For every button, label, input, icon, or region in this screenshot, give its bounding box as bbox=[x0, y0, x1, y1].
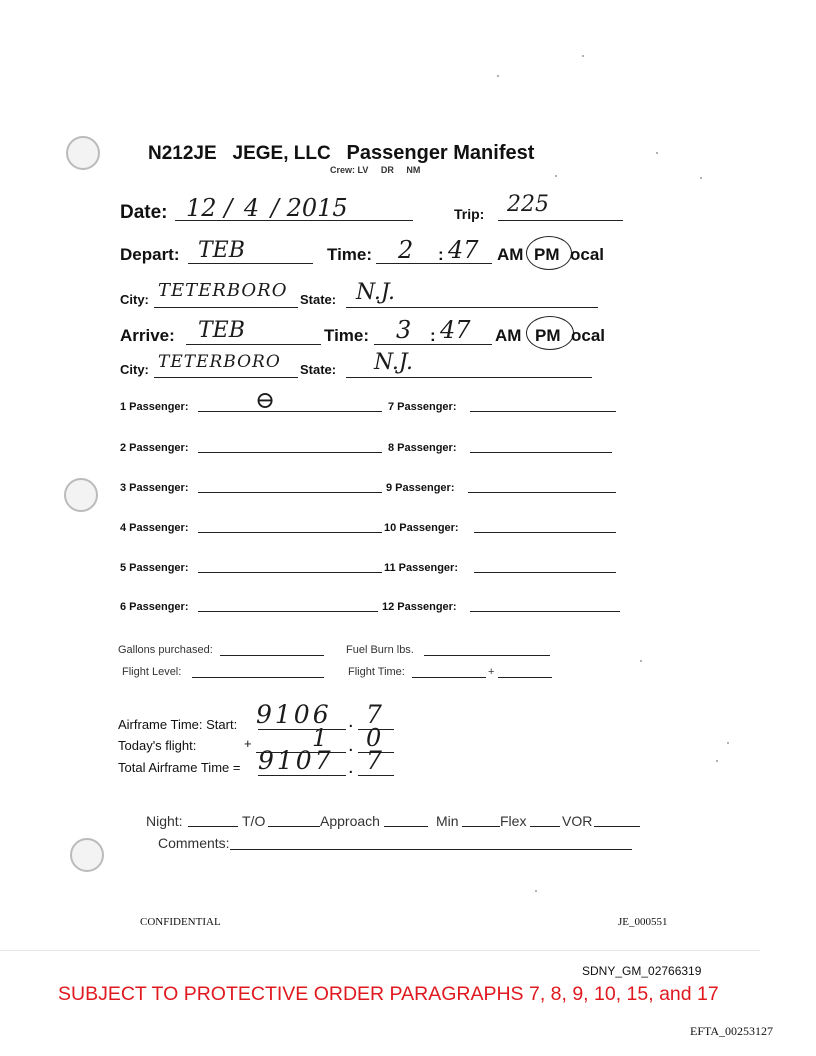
crew-initials-2: DR bbox=[380, 165, 394, 175]
flex-line bbox=[530, 825, 560, 827]
page-edge-line bbox=[0, 950, 760, 951]
arrive-time-minute: 47 bbox=[440, 316, 471, 344]
todays-flight-plus: + bbox=[244, 736, 252, 751]
gallons-purchased-line bbox=[220, 654, 324, 656]
passenger-line-5 bbox=[198, 570, 382, 573]
arrive-city-label: City: bbox=[120, 362, 149, 377]
todays-flight-decimal: 0 bbox=[366, 724, 382, 752]
protective-order-notice: SUBJECT TO PROTECTIVE ORDER PARAGRAPHS 7, 8, 9, 10, 15, and 17 bbox=[58, 983, 719, 1005]
passenger-label-9: 9 Passenger: bbox=[386, 482, 455, 494]
confidential-stamp: CONFIDENTIAL bbox=[140, 916, 221, 928]
depart-pm: PM bbox=[534, 245, 560, 264]
company-name: JEGE, LLC bbox=[232, 143, 331, 164]
passenger-line-8 bbox=[470, 450, 612, 453]
date-label: Date: bbox=[120, 202, 168, 223]
arrive-local: ocal bbox=[571, 326, 606, 345]
fuel-burn-label: Fuel Burn lbs. bbox=[346, 644, 414, 656]
tail-number: N212JE bbox=[148, 143, 217, 164]
bates-number: JE_000551 bbox=[618, 916, 668, 928]
arrive-city-underline bbox=[154, 373, 298, 378]
total-airframe-whole: 9107 bbox=[258, 746, 334, 775]
flight-time-line-1 bbox=[412, 676, 486, 678]
passenger-label-2: 2 Passenger: bbox=[120, 442, 189, 454]
punch-hole-middle bbox=[64, 478, 98, 512]
fuel-burn-line bbox=[424, 654, 550, 656]
gallons-purchased-label: Gallons purchased: bbox=[118, 644, 213, 656]
crew-line bbox=[330, 165, 420, 175]
depart-local: ocal bbox=[570, 245, 605, 264]
sdny-number: SDNY_GM_02766319 bbox=[582, 964, 702, 978]
passenger-line-7 bbox=[470, 409, 616, 412]
todays-flight-label: Today's flight: bbox=[118, 738, 197, 753]
arrive-city: TETERBORO bbox=[158, 352, 281, 372]
passenger-label-7: 7 Passenger: bbox=[388, 401, 457, 413]
passenger-line-4 bbox=[198, 530, 382, 533]
passenger-line-3 bbox=[198, 490, 382, 493]
trip-label: Trip: bbox=[454, 206, 485, 222]
date-year: 2015 bbox=[286, 194, 348, 222]
total-airframe-decimal: 7 bbox=[366, 746, 382, 775]
to-line bbox=[268, 825, 320, 827]
crew-initials-3: NM bbox=[406, 165, 421, 175]
manifest-header bbox=[148, 142, 534, 165]
vor-line bbox=[594, 825, 640, 827]
depart-city: TETERBORO bbox=[158, 280, 288, 301]
passenger-1-mark: ⊖ bbox=[255, 386, 276, 414]
passenger-line-2 bbox=[198, 450, 382, 453]
flight-level-label: Flight Level: bbox=[122, 666, 182, 678]
depart-time-hour: 2 bbox=[398, 236, 414, 264]
depart-city-underline bbox=[154, 303, 298, 308]
passenger-label-11: 11 Passenger: bbox=[384, 562, 458, 574]
arrive-time-colon: : bbox=[430, 326, 436, 345]
passenger-label-3: 3 Passenger: bbox=[120, 482, 189, 494]
passenger-line-12 bbox=[470, 609, 620, 612]
arrive-airport: TEB bbox=[198, 318, 245, 343]
depart-am: AM bbox=[497, 245, 524, 264]
depart-time-colon: : bbox=[438, 245, 444, 264]
total-airframe-dot: . bbox=[348, 756, 354, 778]
passenger-line-10 bbox=[474, 530, 616, 533]
depart-time-label: Time: bbox=[327, 245, 373, 264]
total-airframe-label: Total Airframe Time = bbox=[118, 760, 241, 775]
arrive-time-hour: 3 bbox=[396, 316, 412, 344]
approach-line bbox=[384, 825, 428, 827]
passenger-label-10: 10 Passenger: bbox=[384, 522, 459, 534]
manifest-title: Passenger Manifest bbox=[346, 142, 535, 164]
depart-label: Depart: bbox=[120, 245, 180, 264]
flex-label: Flex bbox=[500, 813, 527, 829]
min-line bbox=[462, 825, 500, 827]
depart-time-minute: 47 bbox=[448, 236, 479, 264]
arrive-state: N.J. bbox=[374, 350, 413, 375]
passenger-label-4: 4 Passenger: bbox=[120, 522, 189, 534]
arrive-label: Arrive: bbox=[120, 326, 175, 345]
todays-flight-dot: . bbox=[348, 734, 354, 756]
night-line bbox=[188, 825, 238, 827]
depart-state-label: State: bbox=[300, 292, 337, 307]
passenger-label-12: 12 Passenger: bbox=[382, 601, 457, 613]
night-label: Night: bbox=[146, 813, 183, 829]
airframe-start-decimal: 7 bbox=[366, 700, 382, 729]
efta-number: EFTA_00253127 bbox=[690, 1024, 774, 1038]
comments-label: Comments: bbox=[158, 835, 230, 851]
arrive-state-label: State: bbox=[300, 362, 337, 377]
depart-airport: TEB bbox=[198, 238, 245, 263]
passenger-line-6 bbox=[198, 609, 378, 612]
airframe-start-whole: 9106 bbox=[256, 700, 332, 729]
crew-initials-1: LV bbox=[357, 165, 369, 175]
crew-label: Crew: bbox=[330, 165, 356, 175]
passenger-label-5: 5 Passenger: bbox=[120, 562, 189, 574]
flight-level-line bbox=[192, 676, 324, 678]
date-month: 12 bbox=[186, 194, 217, 222]
depart-city-label: City: bbox=[120, 292, 149, 307]
todays-flight-whole: 1 bbox=[312, 724, 328, 752]
passenger-line-1 bbox=[198, 409, 382, 412]
min-label: Min bbox=[436, 813, 459, 829]
arrive-pm: PM bbox=[535, 326, 561, 345]
date-separator: / bbox=[224, 194, 233, 222]
passenger-label-1: 1 Passenger: bbox=[120, 401, 189, 413]
passenger-line-9 bbox=[468, 490, 616, 493]
passenger-label-8: 8 Passenger: bbox=[388, 442, 457, 454]
arrive-am: AM bbox=[495, 326, 522, 345]
vor-label: VOR bbox=[562, 813, 593, 829]
airframe-start-dot: . bbox=[348, 710, 354, 732]
airframe-start-label: Airframe Time: Start: bbox=[118, 717, 238, 732]
date-separator: / bbox=[270, 194, 279, 222]
punch-hole-top bbox=[66, 136, 100, 170]
passenger-label-6: 6 Passenger: bbox=[120, 601, 189, 613]
flight-time-plus: + bbox=[488, 666, 495, 678]
flight-time-line-2 bbox=[498, 676, 552, 678]
trip-number: 225 bbox=[507, 192, 549, 217]
comments-line bbox=[230, 848, 632, 850]
date-value bbox=[186, 194, 348, 222]
depart-state: N.J. bbox=[356, 280, 395, 305]
to-label: T/O bbox=[242, 813, 266, 829]
flight-time-label: Flight Time: bbox=[348, 666, 405, 678]
date-day: 4 bbox=[243, 194, 260, 222]
arrive-time-label: Time: bbox=[324, 326, 370, 345]
passenger-line-11 bbox=[474, 570, 616, 573]
approach-label: Approach bbox=[320, 813, 380, 829]
punch-hole-bottom bbox=[70, 838, 104, 872]
